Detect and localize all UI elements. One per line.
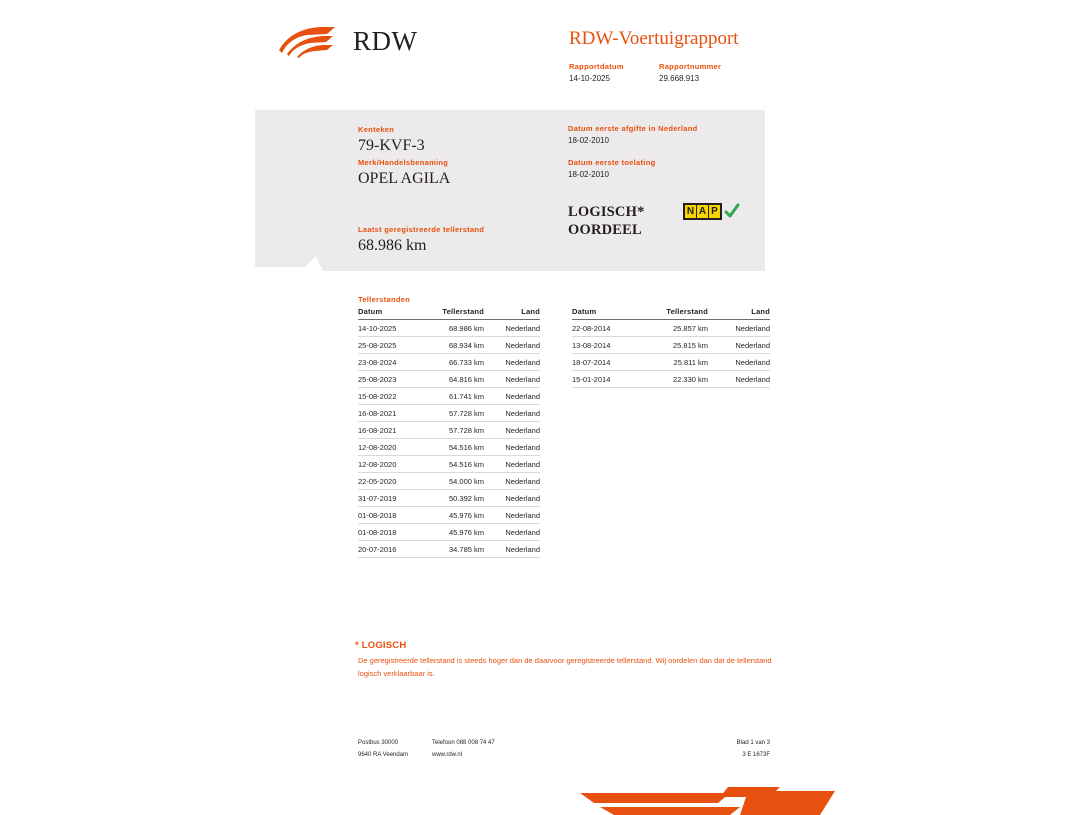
- table-row: [358, 320, 540, 337]
- cell-land: Nederland: [490, 371, 540, 388]
- table-row: [358, 507, 540, 524]
- merk-value: OPEL AGILA: [358, 170, 451, 187]
- footer-website: www.rdw.nl: [432, 752, 463, 758]
- cell-datum: 23-08-2024: [358, 354, 420, 371]
- table-row: [572, 337, 770, 354]
- verdict-line-2: OORDEEL: [568, 222, 642, 239]
- cell-tellerstand: 50.392 km: [420, 490, 490, 507]
- cell-land: Nederland: [490, 473, 540, 490]
- cell-datum: 16-08-2021: [358, 405, 420, 422]
- odometer-left-body: [358, 320, 540, 558]
- cell-datum: 13-08-2014: [572, 337, 634, 354]
- verdict-line-1: LOGISCH*: [568, 204, 645, 220]
- cell-land: Nederland: [490, 507, 540, 524]
- footer-address-line2: 9640 RA Veendam: [358, 752, 409, 758]
- last-odometer-value: 68.986 km: [358, 237, 427, 254]
- table-row: [358, 541, 540, 558]
- footer-address-line1: Postbus 30000: [358, 740, 399, 746]
- cell-tellerstand: 45.976 km: [420, 507, 490, 524]
- table-row: [572, 320, 770, 337]
- table-row: [358, 473, 540, 490]
- table-row: [572, 354, 770, 371]
- report-title: RDW-Voertuigrapport: [569, 28, 739, 49]
- cell-land: Nederland: [714, 320, 770, 337]
- cell-datum: 31-07-2019: [358, 490, 420, 507]
- footer-form-code: 3 E 1673F: [742, 752, 770, 758]
- column-header-datum: Datum: [572, 307, 634, 320]
- nap-logo: [683, 200, 740, 222]
- vehicle-summary-panel: [255, 110, 765, 255]
- verdict-text: [568, 203, 645, 239]
- panel-notch-left: [255, 255, 317, 267]
- first-admission-value: 18-02-2010: [568, 170, 609, 179]
- cell-tellerstand: 66.733 km: [420, 354, 490, 371]
- last-odometer-label: Laatst geregistreerde tellerstand: [358, 225, 485, 234]
- cell-datum: 20-07-2016: [358, 541, 420, 558]
- column-header-datum: Datum: [358, 307, 420, 320]
- table-row: [358, 524, 540, 541]
- cell-land: Nederland: [490, 490, 540, 507]
- field-merk: [358, 158, 450, 188]
- table-row: [358, 456, 540, 473]
- cell-land: Nederland: [490, 337, 540, 354]
- rdw-logo-block: [277, 24, 418, 58]
- cell-land: Nederland: [714, 371, 770, 388]
- note-title: * LOGISCH: [355, 640, 407, 651]
- page-footer: [358, 740, 770, 764]
- cell-land: Nederland: [490, 354, 540, 371]
- cell-datum: 16-08-2021: [358, 422, 420, 439]
- column-header-land: Land: [490, 307, 540, 320]
- table-row: [358, 388, 540, 405]
- cell-datum: 25-08-2023: [358, 371, 420, 388]
- report-date-label: Rapportdatum: [569, 62, 624, 71]
- first-admission-label: Datum eerste toelating: [568, 158, 656, 167]
- table-row: [358, 354, 540, 371]
- footer-phone: Telefoon 088 008 74 47: [432, 740, 495, 746]
- cell-tellerstand: 54.516 km: [420, 456, 490, 473]
- table-row: [358, 371, 540, 388]
- table-row: [358, 405, 540, 422]
- cell-land: Nederland: [490, 405, 540, 422]
- cell-datum: 18-07-2014: [572, 354, 634, 371]
- cell-datum: 01-08-2018: [358, 507, 420, 524]
- merk-label: Merk/Handelsbenaming: [358, 158, 449, 167]
- report-number: [659, 62, 727, 83]
- column-header-tellerstand: Tellerstand: [420, 307, 490, 320]
- table-row: [358, 490, 540, 507]
- odometer-table-left: [358, 307, 540, 558]
- report-number-value: 29.668.913: [659, 74, 700, 83]
- cell-tellerstand: 68.986 km: [420, 320, 490, 337]
- odometer-table-right: [572, 307, 770, 388]
- nap-letter-n: N: [686, 205, 695, 217]
- table-row: [572, 371, 770, 388]
- nap-checkmark-icon: [724, 203, 740, 219]
- table-row: [358, 337, 540, 354]
- nap-letter-a: A: [698, 205, 707, 217]
- note-body: De geregistreerde tellerstand is steeds hoger dan de daarvoor geregistreerde tellerstand. Wij oordelen dan dat de tellerstand logisch verklaarbaar is.: [358, 656, 772, 678]
- table-row: [358, 422, 540, 439]
- footer-row-2: [358, 752, 770, 758]
- brand-name: RDW: [353, 25, 418, 56]
- footer-row-1: [358, 740, 770, 746]
- footer-page-number: Blad 1 van 3: [736, 740, 770, 746]
- cell-tellerstand: 25.815 km: [634, 337, 714, 354]
- cell-land: Nederland: [714, 354, 770, 371]
- cell-datum: 12-08-2020: [358, 439, 420, 456]
- cell-tellerstand: 22.330 km: [634, 371, 714, 388]
- table-header-row: [358, 307, 540, 320]
- cell-datum: 14-10-2025: [358, 320, 420, 337]
- column-header-tellerstand: Tellerstand: [634, 307, 714, 320]
- field-last-odometer: [358, 225, 484, 255]
- kenteken-value: 79-KVF-3: [358, 137, 425, 154]
- cell-tellerstand: 57.728 km: [420, 405, 490, 422]
- cell-datum: 22-08-2014: [572, 320, 634, 337]
- nap-letters: [683, 203, 722, 220]
- field-first-admission: [568, 158, 655, 179]
- report-date-value: 14-10-2025: [569, 74, 610, 83]
- first-registration-nl-value: 18-02-2010: [568, 136, 609, 145]
- cell-datum: 15-08-2022: [358, 388, 420, 405]
- cell-tellerstand: 54.516 km: [420, 439, 490, 456]
- cell-datum: 15-01-2014: [572, 371, 634, 388]
- cell-tellerstand: 57.728 km: [420, 422, 490, 439]
- report-meta: [569, 62, 727, 83]
- cell-tellerstand: 34.785 km: [420, 541, 490, 558]
- cell-tellerstand: 64.816 km: [420, 371, 490, 388]
- cell-datum: 12-08-2020: [358, 456, 420, 473]
- first-registration-nl-label: Datum eerste afgifte in Nederland: [568, 124, 698, 133]
- cell-tellerstand: 61.741 km: [420, 388, 490, 405]
- cell-datum: 01-08-2018: [358, 524, 420, 541]
- cell-land: Nederland: [490, 439, 540, 456]
- cell-datum: 25-08-2025: [358, 337, 420, 354]
- report-number-label: Rapportnummer: [659, 62, 722, 71]
- field-kenteken: [358, 125, 425, 155]
- cell-tellerstand: 54.000 km: [420, 473, 490, 490]
- cell-land: Nederland: [714, 337, 770, 354]
- rdw-swoosh-logo-icon: [277, 24, 339, 58]
- field-first-registration-nl: [568, 124, 698, 145]
- column-header-land: Land: [714, 307, 770, 320]
- table-row: [358, 439, 540, 456]
- cell-land: Nederland: [490, 456, 540, 473]
- footer-swoosh-logo-icon: [580, 785, 835, 815]
- cell-land: Nederland: [490, 524, 540, 541]
- cell-datum: 22-05-2020: [358, 473, 420, 490]
- kenteken-label: Kenteken: [358, 125, 395, 134]
- cell-land: Nederland: [490, 541, 540, 558]
- cell-tellerstand: 45.976 km: [420, 524, 490, 541]
- panel-notch: [255, 255, 765, 271]
- nap-letter-p: P: [709, 205, 720, 218]
- cell-land: Nederland: [490, 320, 540, 337]
- odometer-section-title: Tellerstanden: [358, 295, 411, 304]
- cell-land: Nederland: [490, 388, 540, 405]
- table-header-row: [572, 307, 770, 320]
- cell-tellerstand: 68.934 km: [420, 337, 490, 354]
- odometer-right-body: [572, 320, 770, 388]
- cell-tellerstand: 25.811 km: [634, 354, 714, 371]
- report-date: [569, 62, 637, 83]
- cell-tellerstand: 25.857 km: [634, 320, 714, 337]
- cell-land: Nederland: [490, 422, 540, 439]
